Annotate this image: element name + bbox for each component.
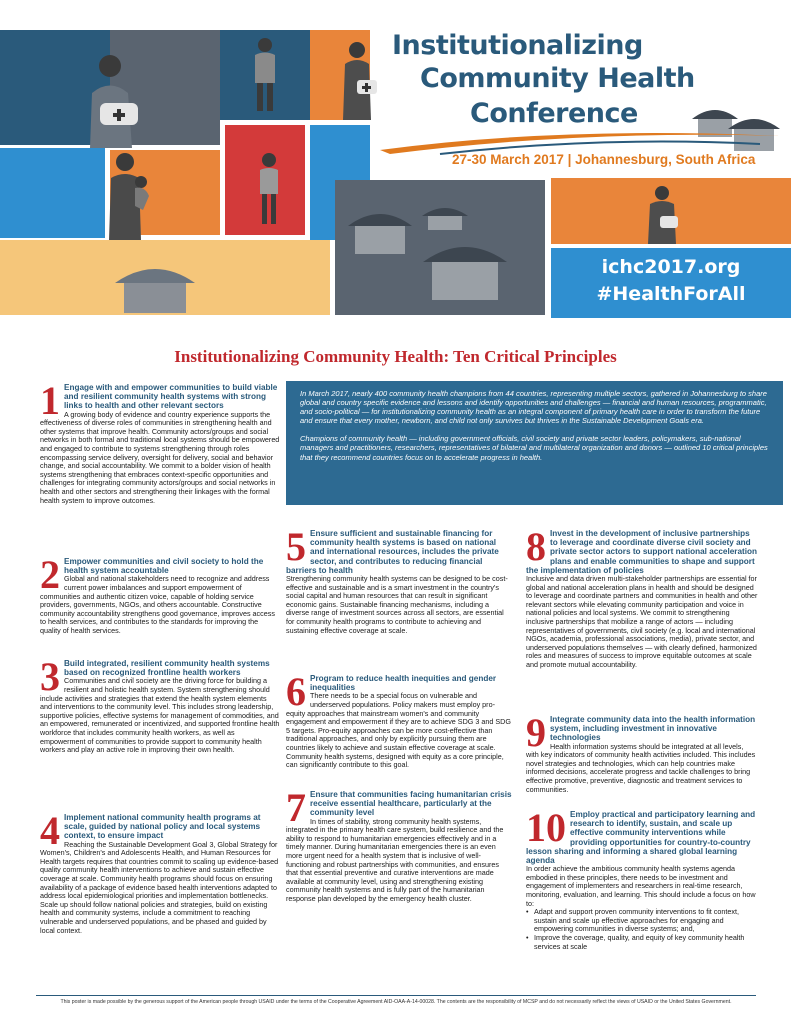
principle-number: 9	[526, 710, 546, 755]
principle-body: In order achieve the ambitious community health systems agenda embodied in these principles, there needs to be investment and engagement of implementers and researchers in real-time research, monitoring, evaluation, and learning. This should include a focus on how to:	[526, 864, 756, 908]
hashtag: #HealthForAll	[596, 283, 746, 305]
hut-icon	[420, 230, 510, 305]
principle-4	[40, 808, 280, 935]
principle-6	[286, 669, 512, 770]
tile-blue-left	[0, 148, 105, 238]
health-worker-figure-2	[335, 40, 385, 120]
health-worker-figure-1	[70, 48, 160, 148]
principle-heading: Invest in the development of inclusive partnerships to leverage and coordinate diverse civil society and private sector actors to support national acceleration plans and enable communities to shape and support the implementation of policies	[526, 529, 758, 575]
health-worker-figure-3	[640, 184, 685, 244]
hut-icon	[110, 255, 200, 315]
principle-heading: Implement national community health programs at scale, guided by national policy and local systems context, to ensure impact	[64, 813, 261, 841]
principle-heading: Integrate community data into the health information system, including investment in innovative technologies	[550, 715, 756, 743]
conference-title-line3: Conference	[470, 98, 638, 129]
conference-date-location: 27-30 March 2017 | Johannesburg, South Africa	[452, 152, 756, 167]
principle-number: 2	[40, 552, 60, 597]
principle-bullet: • Improve the coverage, quality, and equity of key community health services at scale	[526, 934, 758, 951]
principle-body: Health information systems should be integrated at all levels, with key indicators of community health activities included. This includes novel strategies and technologies, which can help countries make informed decisions, accelerate progress and tackle challenges to bring effective promotive, preventive, diagnostic and treatment services to communities.	[526, 741, 756, 794]
principle-body: Strengthening community health systems can be designed to be cost-effective and sustainable and is a smart investment in the country's social capital and human resources that can result in significant economic gains. Sustainable financing mechanisms, including a diverse range of investment sources across all sectors, are essential for community health programs to contribute to achieving and sustaining effective coverage at scale.	[286, 574, 508, 635]
page-title: Institutionalizing Community Health: Ten Critical Principles	[174, 347, 617, 366]
principle-bullet: • Adapt and support proven community interventions to fit context, sustain and scale up effective approaches for engaging and empowering communities in diverse systems; and,	[526, 908, 758, 934]
principle-body: Communities and civil society are the driving force for building a resilient and holistic health system. System strengthening should include activities and strategies that extend the health system elements and interventions to the community level. This includes strong leadership, supportive policies, effective systems for management of commodities, and an empowered, remunerated or incentivized, and supported frontline health workforce that includes community health workers, as well as empowerment of communities to provide support to community health workers and play an active role in improving their own health.	[40, 676, 280, 755]
principle-heading: Ensure that communities facing humanitarian crisis receive essential healthcare, particularly at the community level	[310, 790, 512, 818]
principle-bullet-list	[526, 908, 758, 951]
intro-paragraph-2: Champions of community health — including government officials, civil society and private sector leaders, policymakers, sub-national managers and practitioners, researchers, representatives of bilateral and multilateral organization and donors — outlined 10 critical principles that they recommend countries focus on to accelerate progress in health.	[300, 434, 768, 462]
principle-3	[40, 654, 280, 755]
principle-number: 3	[40, 654, 60, 699]
principle-body: A growing body of evidence and country experience supports the effectiveness of diverse roles of communities in strengthening health and other systems that improve health. Community actors/groups and social networks in both formal and traditional local systems should be empowered and engaged to contribute to systems strengthening through roles encompassing service delivery, oversight for delivery, social and behavior change, and social accountability. We commit to a bolder vision of health systems strengthening that embraces context-specific opportunities and challenges for integrating community actors/groups and social networks in health and other sectors and strengthening their linkages with the formal health system to improve outcomes.	[40, 409, 280, 505]
website-link[interactable]: ichc2017.org	[601, 256, 741, 278]
principle-9	[526, 710, 758, 794]
principle-heading: Engage with and empower communities to build viable and resilient community health systems with strong links to health and other relevant sectors	[64, 383, 278, 411]
conference-title-line2: Community Health	[420, 63, 695, 94]
principle-body: Reaching the Sustainable Development Goal 3, Global Strategy for Women's, Children's and Adolescents Health, and Human Resources for Health targets requires that countries commit to scaling up evidence-based quality community health interventions to achieve and sustain effective coverage at scale. Community health programs should focus on ensuring availability of a package of evidence based health interventions adapted to address local epidemiological priorities and implementation bottlenecks. Scale up should follow national policies and strategies, build on existing health and community systems, include a commitment to reaching vulnerable and underserved populations, and be phased and guided by local context.	[40, 839, 279, 935]
principle-body: Inclusive and data driven multi-stakeholder partnerships are essential for global and national acceleration plans in health and should be designed to leverage and coordinate partners and communities in health and other relevant sectors while elevating community participation and voice in national policies and local systems. We commit to strengthening inclusive partnerships that mobilize a range of actors — including representatives of governments, civil society (e.g. local and international NGOs, academia, professional associations, media), private sector, and underserved populations themselves — with clearly defined, harmonized roles and measures of success to improve equitable outcomes at scale and promote mutual accountability.	[526, 574, 758, 669]
principle-8	[526, 524, 758, 670]
principle-1	[40, 378, 280, 505]
footer-divider	[36, 995, 756, 996]
principle-number: 6	[286, 669, 306, 714]
intro-paragraph-1: In March 2017, nearly 400 community health champions from 44 countries, representing multiple sectors, gathered in Johannesburg to share global and country specific evidence and lessons and identify opportunities and challenges — financial and human resources, programmatic, and socio-political — for institutionalizing community health as an integral component of primary health care in order to transform the future and ensure that every mother, newborn, and child not only survives but thrives in the Sustainable Development Goals era.	[300, 389, 767, 426]
principle-heading: Employ practical and participatory learning and research to identify, sustain, and scale up effective community interventions while providing opportunities for country-to-country lesson sharing and informing a shared global learning agenda	[526, 810, 756, 866]
principle-number: 5	[286, 524, 306, 569]
principle-number: 10	[526, 805, 566, 850]
principle-7	[286, 785, 512, 904]
principle-heading: Ensure sufficient and sustainable financing for community health systems is based on national and international resources, includes the private sector, and contributes to reducing financial barriers to health	[286, 529, 499, 575]
principle-number: 1	[40, 378, 60, 423]
principle-5	[286, 524, 512, 635]
principle-heading: Empower communities and civil society to hold the health system accountable	[64, 557, 264, 576]
hut-icon	[420, 200, 470, 230]
conference-title-line1: Institutionalizing	[392, 30, 643, 61]
principle-body: There needs to be a special focus on vulnerable and underserved populations. Policy makers must employ pro-equity approaches that mainstream women's and community engagement and empowerment if they are to achieve SDG 3 and SDG 5 targets. Pro-equity approaches can be more cost-effective than traditional approaches, and only by explicitly pursuing them are countries likely to achieve and sustain effective coverage at scale. Community health systems, designed with equity as a core principle, can significantly contribute to this goal.	[286, 691, 511, 770]
footer-disclaimer: This poster is made possible by the generous support of the American people through USAID under the terms of the Cooperative Agreement AID-OAA-A-14-00028. The contents are the responsibility of MCSP and do not necessarily reflect the views of USAID or the United States Government.	[60, 999, 732, 1005]
mother-child-figure	[95, 150, 165, 240]
principle-10	[526, 805, 758, 951]
principle-heading: Program to reduce health inequities and gender inequalities	[310, 674, 497, 693]
principle-2	[40, 552, 280, 636]
intro-box	[286, 381, 783, 505]
website-block	[551, 248, 791, 318]
woman-figure	[245, 35, 285, 115]
principle-body: Global and national stakeholders need to recognize and address current power imbalances and support empowerment of communities and authentic citizen voice, capable of holding service providers, governments, NGOs, and others accountable. Constructive community accountability strengthens good governance, improves access to health services, and contributes to the standards for improving the quality of health services.	[40, 574, 275, 635]
principle-number: 8	[526, 524, 546, 569]
hut-icon	[345, 200, 415, 260]
principle-heading: Build integrated, resilient community health systems based on recognized frontline health workers	[64, 659, 270, 678]
child-figure	[252, 150, 287, 230]
header-mosaic	[0, 0, 791, 326]
principle-body: In times of stability, strong community health systems, integrated in the primary health care system, build resilience and the ability to respond to humanitarian emergencies effectively and in a timely manner. During humanitarian emergencies there is an even more urgent need for a health system that is inclusive of well-functioning and robust partnerships with communities, and ensures that that essential preventive and curative interventions are made available at community level, using and strengthening existing community health systems and is fully part of the humanitarian response plan developed by the emergency health cluster.	[286, 816, 504, 903]
conference-title	[392, 30, 782, 129]
principle-number: 4	[40, 808, 60, 853]
principle-number: 7	[286, 785, 306, 830]
